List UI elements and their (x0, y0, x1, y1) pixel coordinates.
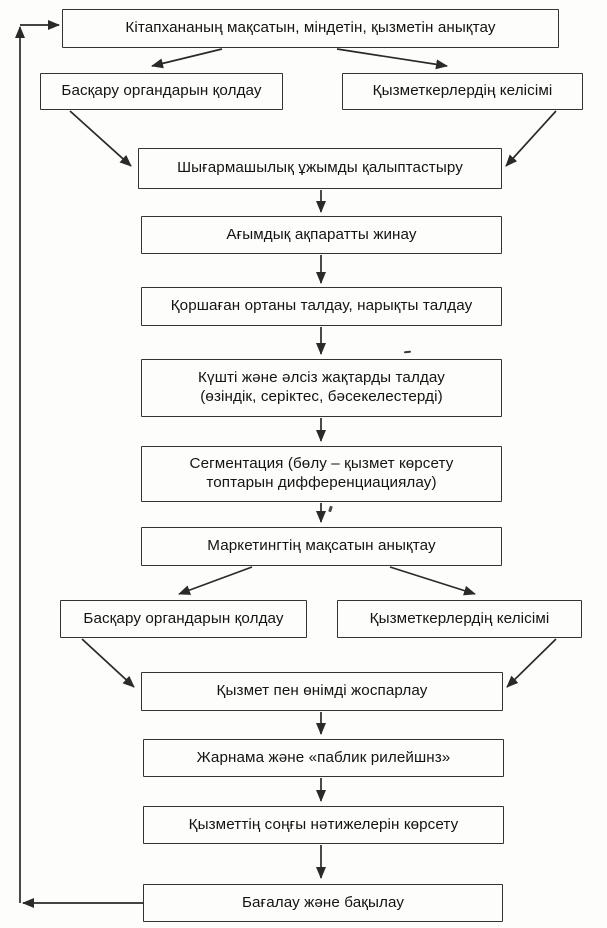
flow-box-marketing-goal (141, 527, 502, 566)
flow-box-label: Шығармашылық ұжымды қалыптастыру (177, 159, 463, 177)
flow-box-label: Қызметтің соңғы нәтижелерін көрсету (188, 815, 459, 833)
flow-box-label: Маркетингтің мақсатын анықтау (207, 537, 436, 555)
flow-box-label: Ағымдық ақпаратты жинау (226, 225, 417, 243)
flow-box-label: Күшті және әлсіз жақтарды талдау (өзіндік, серіктес, бәсекелестерді) (198, 369, 445, 405)
arrow-consent1-to-team (506, 111, 556, 166)
flow-box-segmentation (141, 446, 502, 502)
flow-box-evaluation-control (143, 884, 503, 922)
flow-box-current-info (141, 216, 502, 254)
flow-box-management-support-2 (60, 600, 307, 638)
arrow-consent2-to-planning (507, 639, 556, 687)
flow-box-label: Басқару органдарын қолдау (61, 82, 262, 100)
arrow-support1-to-team (70, 111, 131, 166)
flow-box-advertising-pr (143, 739, 504, 777)
flow-box-label: Қызметкерлердің келісімі (369, 609, 550, 627)
flow-box-library-goal (62, 9, 559, 48)
flow-box-environment-analysis (141, 287, 502, 326)
arrow-marketing-to-consent2 (390, 567, 475, 594)
flow-box-management-support-1 (40, 73, 283, 110)
flow-box-label: Қызметкерлердің келісімі (372, 82, 553, 100)
flow-box-swot-analysis (141, 359, 502, 417)
flow-box-service-planning (141, 672, 503, 711)
scan-artifact-tick (328, 506, 333, 513)
flow-box-creative-team (138, 148, 502, 189)
flow-box-label: Қызмет пен өнімді жоспарлау (216, 682, 428, 700)
flow-box-label: Бағалау және бақылау (241, 893, 405, 911)
arrow-support2-to-planning (82, 639, 134, 687)
arrow-goal-to-consent1 (337, 49, 447, 66)
flow-box-staff-consent-2 (337, 600, 582, 638)
arrow-goal-to-support1 (152, 49, 222, 66)
flow-box-final-results (143, 806, 504, 844)
flow-box-label: Жарнама және «паблик рилейшнз» (196, 748, 451, 766)
flow-box-label: Басқару органдарын қолдау (83, 609, 284, 627)
flow-box-label: Кітапхананың мақсатын, міндетін, қызметін анықтау (125, 19, 496, 37)
arrow-marketing-to-support2 (179, 567, 252, 594)
flow-box-staff-consent-1 (342, 73, 583, 110)
flow-box-label: Сегментация (бөлу – қызмет көрсету топтарын дифференциациялау) (189, 455, 454, 491)
scan-artifact-dash (404, 351, 411, 354)
flow-box-label: Қоршаған ортаны талдау, нарықты талдау (170, 297, 473, 315)
